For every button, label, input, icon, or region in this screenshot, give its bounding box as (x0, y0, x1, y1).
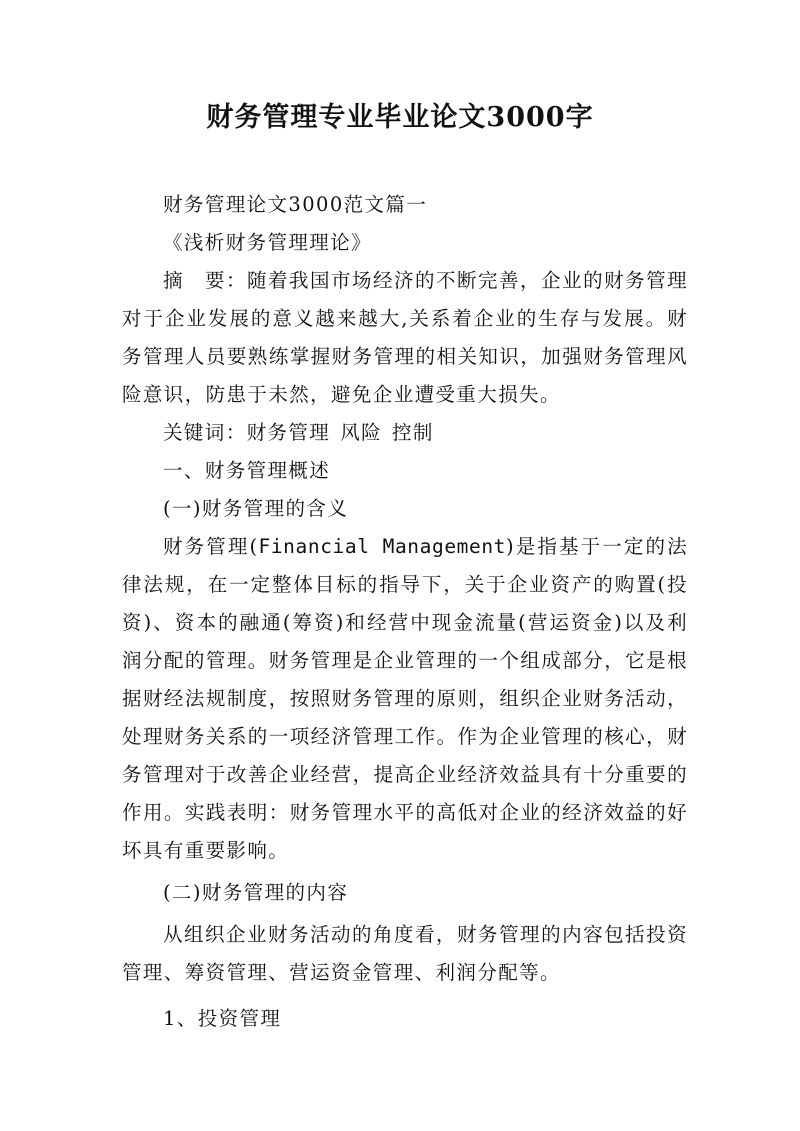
definition-prefix: 财务管理( (163, 535, 259, 558)
article-title: 《浅析财务管理理论》 (163, 231, 373, 254)
subsection-heading-1: (一)财务管理的含义 (163, 497, 349, 520)
subsection-heading-2: (二)财务管理的内容 (163, 881, 349, 904)
definition-english-term: Financial Management (258, 535, 507, 558)
document-body (122, 186, 688, 1038)
keyword-3: 控制 (392, 421, 434, 444)
definition-paragraph (122, 528, 688, 870)
item-heading-1: 1、投资管理 (163, 1007, 282, 1030)
keyword-2: 风险 (340, 421, 383, 444)
article-heading: 财务管理论文3000范文篇一 (163, 193, 428, 216)
content-paragraph: 从组织企业财务活动的角度看，财务管理的内容包括投资管理、筹资管理、营运资金管理、利润分配等。 (122, 923, 688, 984)
abstract-paragraph: 摘 要：随着我国市场经济的不断完善，企业的财务管理对于企业发展的意义越来越大,关系着企业的生存与发展。财务管理人员要熟练掌握财务管理的相关知识，加强财务管理风险意识，防患于未然，避免企业遭受重大损失。 (122, 269, 688, 406)
keywords-label: 关键词： (163, 421, 247, 444)
keyword-1: 财务管理 (246, 421, 331, 444)
document-title: 财务管理专业毕业论文3000字 (206, 102, 594, 133)
section-heading-1: 一、财务管理概述 (163, 459, 331, 482)
keywords-line (122, 414, 688, 452)
definition-rest: )是指基于一定的法律法规，在一定整体目标的指导下，关于企业资产的购置(投资)、资本的融通(筹资)和经营中现金流量(营运资金)以及利润分配的管理。财务管理是企业管理的一个组成部分，它是根据财经法规制度，按照财务管理的原则，组织企业财务活动，处理财务关系的一项经济管理工作。作为企业管理的核心，财务管理对于改善企业经营，提高企业经济效益具有十分重要的作用。实践表明：财务管理水平的高低对企业的经济效益的好坏具有重要影响。 (122, 535, 688, 862)
